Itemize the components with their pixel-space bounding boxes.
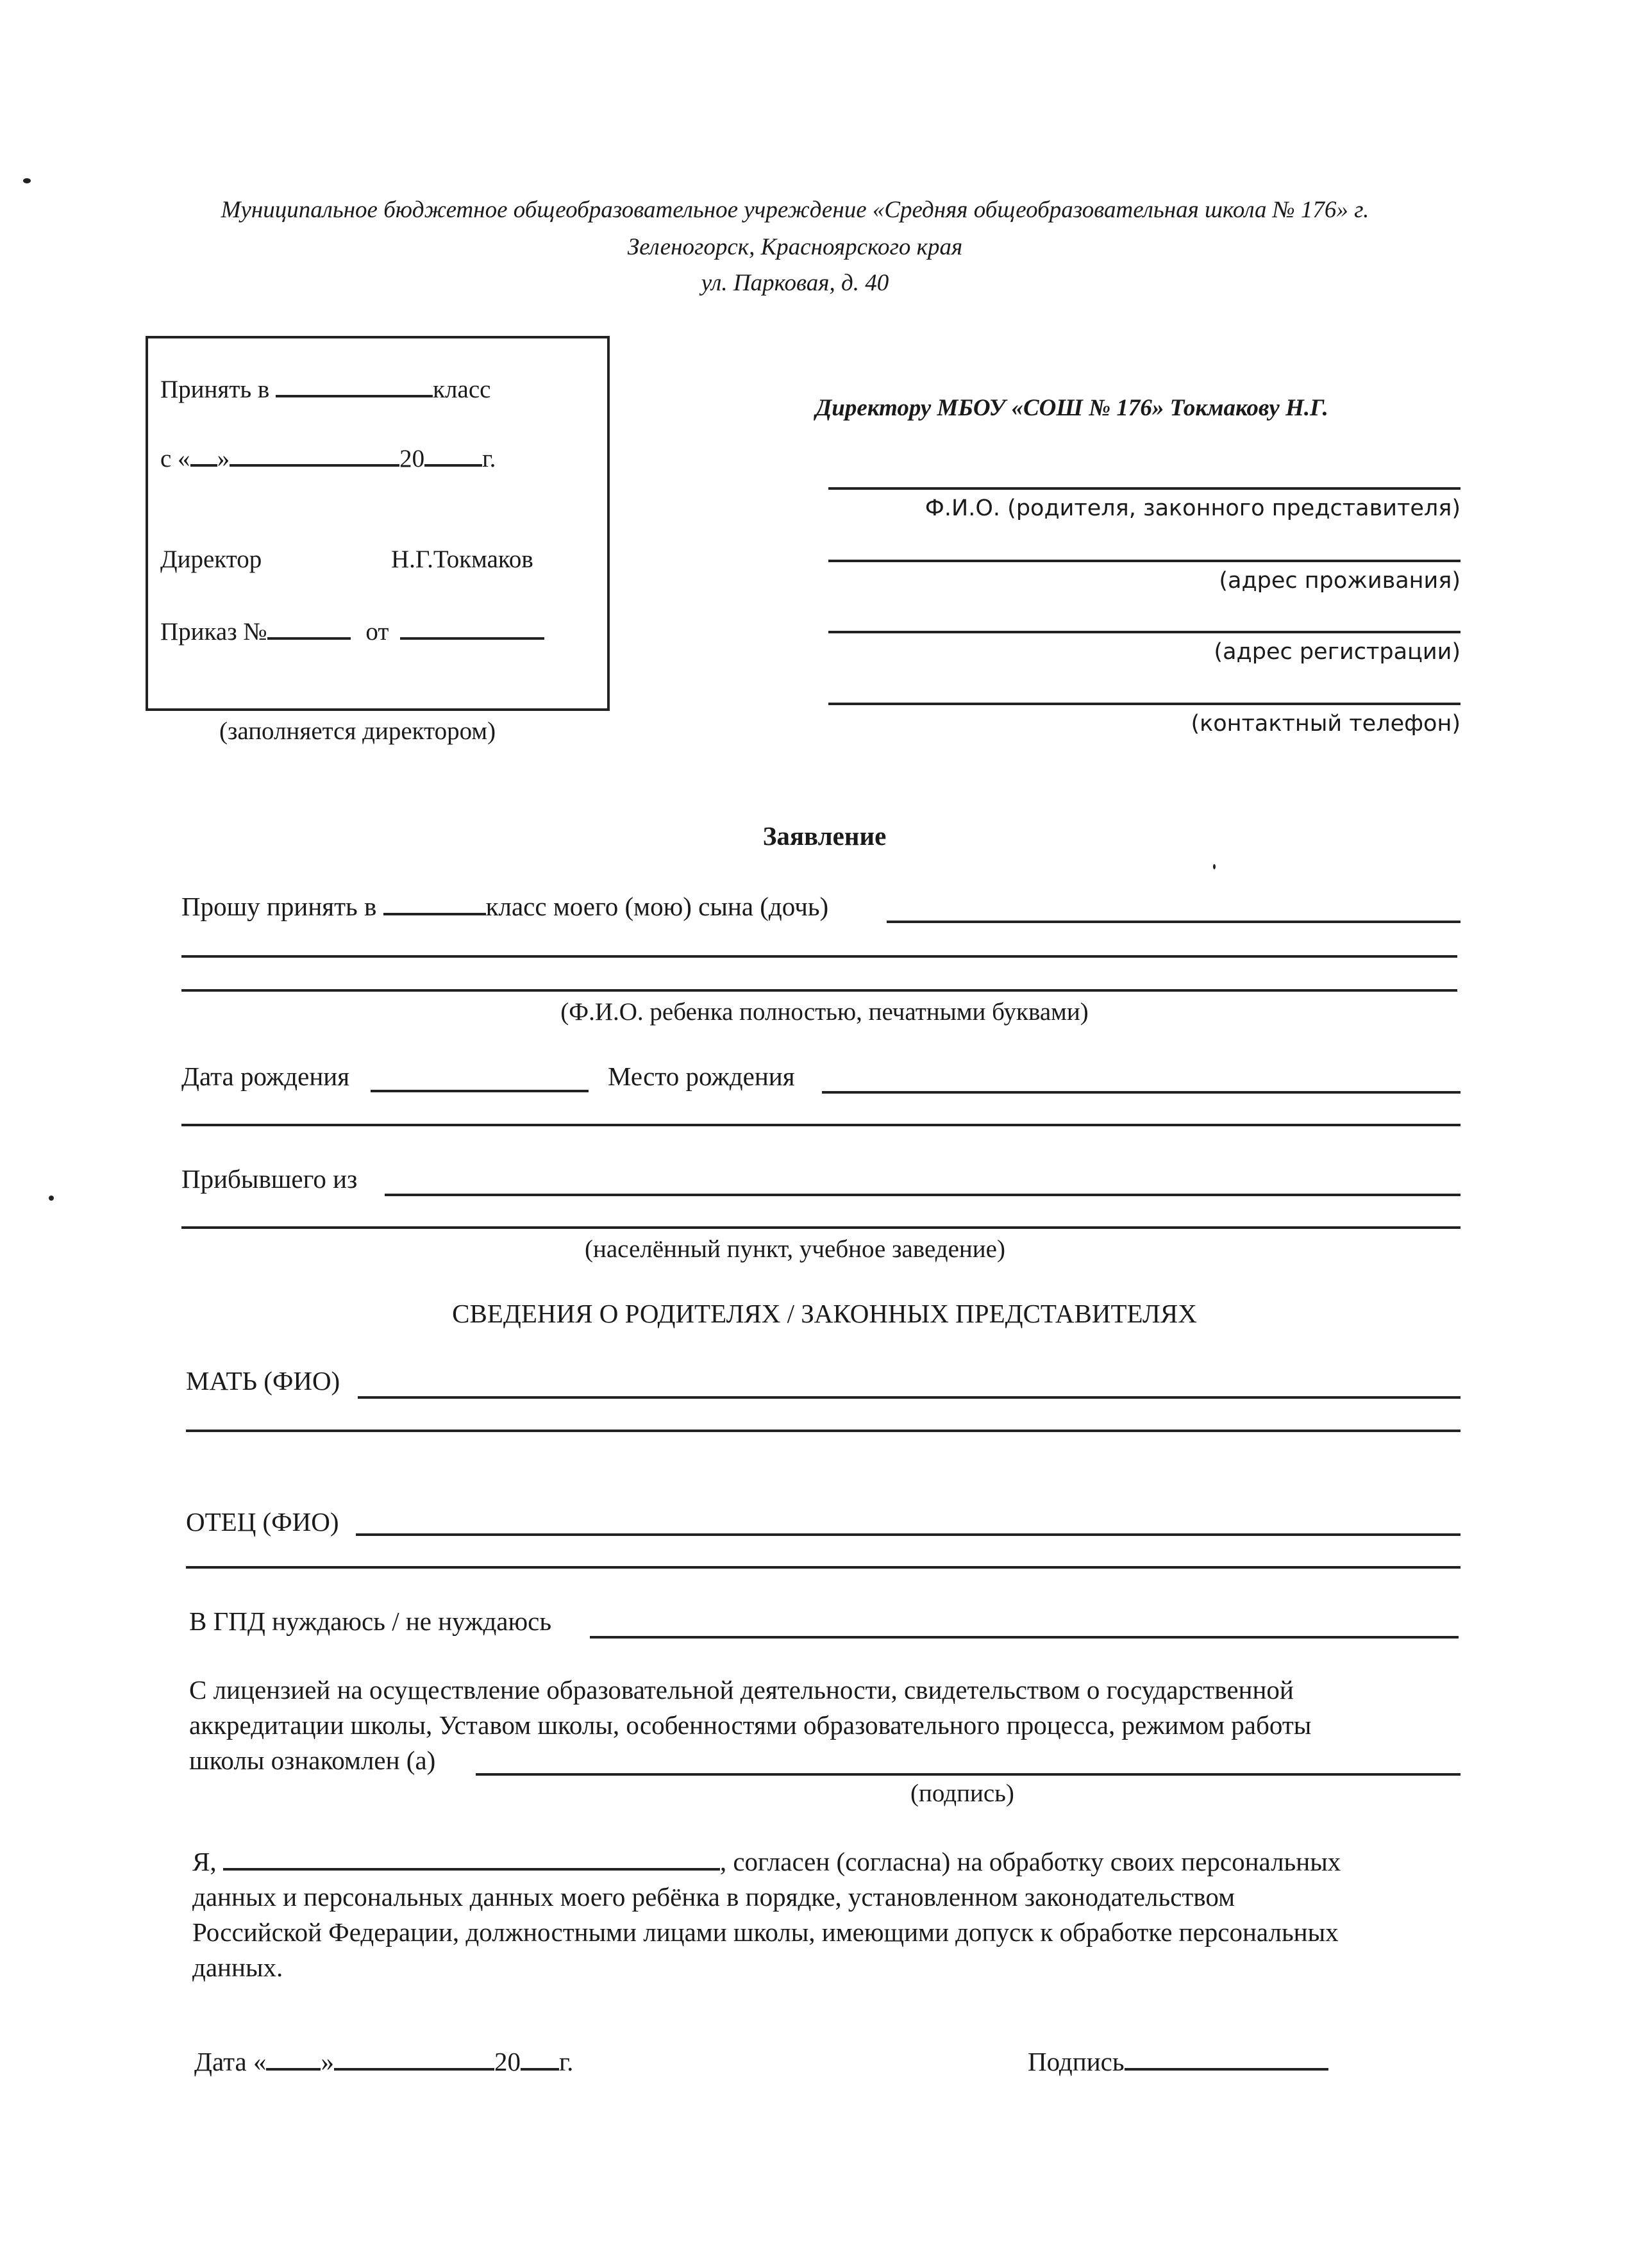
contact-phone-label: (контактный телефон) [1191, 711, 1461, 737]
accept-year-field[interactable] [424, 442, 482, 467]
date-row [194, 2046, 573, 2077]
arrived-from-field-1[interactable] [385, 1194, 1461, 1196]
mother-name-field-1[interactable] [358, 1396, 1461, 1399]
arrived-from-field-2[interactable] [181, 1226, 1461, 1229]
mother-name-field-2[interactable] [186, 1430, 1461, 1432]
consent-line2: данных и персональных данных моего ребёнка в порядке, установленном законодательством [192, 1882, 1235, 1912]
license-text-line2: аккредитации школы, Уставом школы, особенностями образовательного процесса, режимом работы [189, 1710, 1312, 1740]
accept-day-field[interactable] [190, 442, 217, 467]
date-year-field[interactable] [521, 2046, 559, 2071]
license-text-line3: школы ознакомлен (а) [189, 1746, 436, 1775]
request-prefix: Прошу принять в [181, 892, 377, 921]
parent-name-field[interactable] [828, 487, 1461, 490]
contact-phone-field[interactable] [828, 703, 1461, 705]
date-day-field[interactable] [266, 2046, 321, 2071]
order-date-field[interactable] [400, 615, 544, 640]
arrived-from-label: Прибывшего из [181, 1164, 358, 1194]
registration-address-field[interactable] [828, 631, 1461, 633]
father-label: ОТЕЦ (ФИО) [186, 1507, 339, 1537]
mother-label: МАТЬ (ФИО) [186, 1366, 340, 1396]
school-address-line: ул. Парковая, д. 40 [701, 270, 889, 296]
order-row [160, 615, 544, 646]
from-mid: » [217, 445, 230, 472]
consent-line1 [192, 1846, 1341, 1877]
date-prefix: Дата « [194, 2047, 267, 2076]
addressee-director: Директору МБОУ «СОШ № 176» Токмакову Н.Г. [816, 395, 1328, 421]
birth-date-field[interactable] [371, 1090, 589, 1092]
child-name-field-3[interactable] [181, 989, 1457, 992]
request-mid: класс моего (мою) сына (дочь) [485, 892, 829, 921]
child-name-field-1[interactable] [887, 921, 1461, 923]
child-name-caption: (Ф.И.О. ребенка полностью, печатными буквами) [560, 998, 1089, 1026]
consent-line4: данных. [192, 1953, 283, 1982]
consent-name-field[interactable] [223, 1846, 720, 1871]
order-number-field[interactable] [267, 615, 351, 640]
accept-month-field[interactable] [230, 442, 399, 467]
child-name-field-2[interactable] [181, 955, 1457, 958]
accept-date-row [160, 442, 496, 473]
parents-heading: СВЕДЕНИЯ О РОДИТЕЛЯХ / ЗАКОННЫХ ПРЕДСТАВИТЕЛЯХ [452, 1299, 1197, 1328]
birth-place-label: Место рождения [608, 1062, 795, 1091]
request-row [181, 891, 828, 922]
order-label: Приказ № [160, 618, 267, 646]
director-box-caption: (заполняется директором) [219, 717, 496, 745]
father-name-field-1[interactable] [356, 1533, 1461, 1536]
gpd-label: В ГПД нуждаюсь / не нуждаюсь [189, 1606, 552, 1636]
scan-speck [23, 178, 31, 183]
signature-caption: (подпись) [910, 1780, 1014, 1807]
gpd-choice-field[interactable] [590, 1636, 1459, 1638]
signature-label: Подпись [1028, 2047, 1125, 2076]
father-name-field-2[interactable] [186, 1566, 1461, 1569]
from-prefix: с « [160, 445, 190, 472]
license-signature-field[interactable] [476, 1773, 1461, 1776]
consent-line1-suffix: , согласен (согласна) на обработку своих персональных [719, 1847, 1341, 1876]
registration-address-label: (адрес регистрации) [1214, 639, 1461, 665]
school-name-line1: Муниципальное бюджетное общеобразовательное учреждение «Средняя общеобразовательная школа № 176» г. [221, 197, 1369, 223]
request-class-field[interactable] [383, 891, 486, 915]
residence-address-label: (адрес проживания) [1219, 568, 1461, 594]
director-name: Н.Г.Токмаков [391, 546, 533, 573]
year-prefix: 20 [399, 445, 425, 472]
school-city-line: Зеленогорск, Красноярского края [627, 234, 963, 260]
birth-place-field-1[interactable] [822, 1091, 1461, 1094]
final-signature-field[interactable] [1125, 2046, 1328, 2071]
date-suffix: г. [558, 2047, 574, 2076]
scan-speck [49, 1196, 54, 1201]
order-from-label: от [365, 618, 389, 646]
license-text-line1: С лицензией на осуществление образовательной деятельности, свидетельством о государственной [189, 1675, 1294, 1705]
accept-suffix: класс [433, 376, 491, 403]
date-mid: » [321, 2047, 334, 2076]
consent-line3: Российской Федерации, должностными лицами школы, имеющими допуск к обработке персональных [192, 1917, 1339, 1947]
year-suffix: г. [482, 445, 496, 472]
arrived-from-caption: (населённый пункт, учебное заведение) [585, 1235, 1005, 1263]
accept-class-row [160, 373, 490, 404]
accept-class-field[interactable] [276, 373, 433, 397]
accept-prefix: Принять в [160, 376, 270, 403]
final-signature-row [1028, 2046, 1328, 2077]
residence-address-field[interactable] [828, 560, 1461, 562]
director-label: Директор [160, 546, 262, 573]
birth-date-label: Дата рождения [181, 1062, 350, 1091]
birth-place-field-2[interactable] [181, 1124, 1461, 1126]
consent-prefix: Я, [192, 1847, 217, 1876]
scan-speck [1213, 864, 1216, 869]
date-month-field[interactable] [334, 2046, 494, 2071]
parent-name-label: Ф.И.О. (родителя, законного представителя) [925, 496, 1461, 521]
application-title: Заявление [762, 821, 887, 851]
date-year-prefix: 20 [494, 2047, 521, 2076]
